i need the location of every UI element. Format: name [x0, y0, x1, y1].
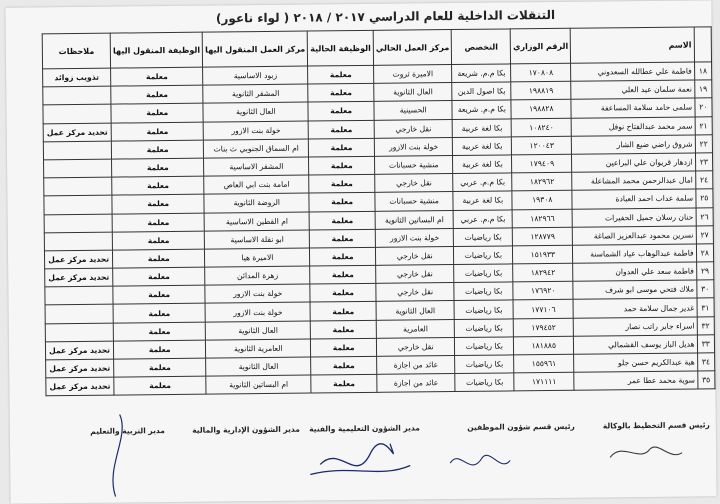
row-name: هبة عبدالكريم حسن جلو — [574, 353, 697, 372]
row-new-job: معلمة — [112, 158, 204, 177]
row-national-id: ١٧٦٩٢٠ — [513, 282, 573, 301]
row-note: تحديد مركز عمل — [46, 377, 114, 396]
row-current-job: معلمة — [309, 138, 375, 157]
header-name: الاسم — [571, 27, 695, 63]
row-specialization: بكا رياضيات — [455, 319, 514, 338]
row-specialization: بكا لغة عربية — [453, 137, 512, 156]
row-name: ازدهار قريوان علي البراعين — [572, 153, 695, 172]
row-specialization: بكا لغة عربية — [453, 155, 512, 174]
row-current-job: معلمة — [311, 338, 377, 357]
row-national-id: ١٨٢٩٤٢ — [513, 263, 573, 282]
row-note — [45, 305, 113, 324]
row-seq: ٢٦ — [696, 207, 714, 225]
row-name: نعمة سلمان عيد العلي — [571, 80, 694, 99]
row-national-id: ١٧٠٨٠٨ — [511, 63, 571, 82]
row-new-workplace: ام البساتين الثانوية — [206, 375, 311, 394]
row-current-job: معلمة — [310, 284, 376, 303]
row-name: امال عبدالرحمن محمد المشاعلة — [572, 171, 695, 190]
row-new-job: معلمة — [112, 194, 204, 213]
header-seq — [694, 27, 712, 62]
document-sheet — [5, 0, 716, 503]
row-current-job: معلمة — [308, 120, 374, 139]
row-new-job: معلمة — [112, 176, 204, 195]
row-new-workplace: خولة بنت الازور — [205, 302, 310, 321]
row-new-job: معلمة — [111, 67, 203, 86]
row-seq: ٣٣ — [697, 335, 715, 353]
row-note: تحديد مركز عمل — [45, 341, 113, 360]
row-new-job: معلمة — [111, 140, 203, 159]
signature-director: مدير التربية والتعليم — [90, 426, 165, 436]
row-specialization: بكا رياضيات — [455, 355, 514, 374]
row-name: نسرين محمود عبدالعزيز الصاغة — [573, 226, 696, 245]
row-national-id: ١٧١١١١ — [514, 372, 574, 391]
signature-scribble-3 — [450, 455, 510, 465]
row-name: ملاك فتحي موسى ابو شرف — [573, 280, 696, 299]
signature-scribble-4 — [610, 447, 682, 458]
row-new-workplace: العال الثانوية — [203, 102, 308, 121]
row-specialization: بكا رياضيات — [454, 246, 513, 265]
row-seq: ٢٧ — [696, 225, 714, 243]
signature-scribble-2 — [310, 443, 410, 474]
row-seq: ٢١ — [695, 116, 713, 134]
row-name: سمر محمد عبدالفتاح نوفل — [571, 117, 694, 136]
row-new-job: معلمة — [114, 358, 206, 377]
row-note — [43, 86, 111, 105]
row-name: هديل الباز يوسف القشمالي — [574, 335, 697, 354]
row-new-job: معلمة — [112, 213, 204, 232]
row-note — [44, 177, 112, 196]
row-specialization: بكا لغة عربية — [453, 118, 512, 137]
row-note — [44, 232, 112, 251]
row-note — [44, 195, 112, 214]
row-new-job: معلمة — [113, 285, 205, 304]
row-name: سوية محمد عطا عمر — [574, 371, 697, 390]
row-note — [43, 104, 111, 123]
row-seq: ٢٤ — [695, 171, 713, 189]
row-new-job: معلمة — [111, 122, 203, 141]
row-name: حنان رسلان جميل الحفيرات — [572, 207, 695, 226]
row-current-job: معلمة — [309, 193, 375, 212]
row-specialization: بكا رياضيات — [454, 282, 513, 301]
row-name: فاطمة عبدالوهاب عياد الشماسنة — [573, 244, 696, 263]
row-name: سلمة عداب احمد العبادة — [572, 189, 695, 208]
row-current-workplace: نقل خارجي — [374, 119, 453, 138]
row-note — [43, 141, 111, 160]
signature-personnel-head: رئيس قسم شؤون الموظفين — [467, 421, 575, 432]
row-new-workplace: خولة بنت الازور — [205, 284, 310, 303]
row-name: سلمى حامد سلامة المساعفة — [571, 98, 694, 117]
header-current-workplace: مركز العمل الحالي — [373, 30, 452, 66]
transfers-table — [42, 26, 716, 396]
row-national-id: ١٢٠٠٤٣ — [512, 136, 572, 155]
header-notes: ملاحظات — [42, 33, 111, 69]
row-seq: ٢٨ — [696, 244, 714, 262]
row-new-workplace: الروضة الثانوية — [204, 193, 309, 212]
row-seq: ٣٤ — [697, 353, 715, 371]
row-seq: ٢٣ — [695, 153, 713, 171]
row-seq: ٣٠ — [696, 280, 714, 298]
row-new-workplace: المشقر الاساسية — [204, 157, 309, 176]
row-new-job: معلمة — [111, 85, 203, 104]
row-note — [45, 323, 113, 342]
row-current-workplace: منشية حسبانات — [375, 192, 454, 211]
row-specialization: بكا م.م. عربي — [453, 173, 512, 192]
row-specialization: بكا رياضيات — [454, 228, 513, 247]
row-current-workplace: عائد من اجازة — [377, 356, 456, 375]
row-new-workplace: زبود الاساسية — [203, 66, 308, 85]
row-current-job: معلمة — [311, 320, 377, 339]
row-current-workplace: عائد من اجازة — [377, 374, 456, 393]
header-new-job: الوظيفة المنقول اليها — [110, 32, 203, 68]
row-note: تذويب زوائد — [43, 68, 111, 87]
row-new-job: معلمة — [113, 249, 205, 268]
row-note: تحديد مركز عمل — [43, 123, 111, 142]
row-current-workplace: الاميرة ثروت — [373, 65, 452, 84]
row-national-id: ١٥٥٩٦١ — [514, 354, 574, 373]
row-national-id: ١٢٨٧٧٩ — [513, 227, 573, 246]
row-current-workplace: نقل خارجي — [376, 283, 455, 302]
row-national-id: ١٨١٨٨٥ — [514, 336, 574, 355]
row-current-workplace: خولة بنت الازور — [374, 137, 453, 156]
row-new-job: معلمة — [112, 231, 204, 250]
row-specialization: بكا اصول الدين — [452, 82, 511, 101]
row-current-job: معلمة — [311, 356, 377, 375]
row-current-job: معلمة — [308, 65, 374, 84]
row-specialization: بكا م.م. شريعة — [452, 100, 511, 119]
row-current-workplace: ام البساتين الثانوية — [375, 210, 454, 229]
row-new-job: معلمة — [111, 104, 203, 123]
row-note — [44, 214, 112, 233]
row-current-workplace: نقل خارجي — [376, 337, 455, 356]
row-current-workplace: منشية حسبانات — [374, 155, 453, 174]
row-current-job: معلمة — [310, 302, 376, 321]
header-current-job: الوظيفة الحالية — [308, 30, 374, 66]
row-seq: ٣١ — [697, 298, 715, 316]
row-national-id: ١٧٧١٠٦ — [513, 300, 573, 319]
row-new-workplace: امامة بنت ابي العاص — [204, 175, 309, 194]
row-national-id: ١٠٨٢٤٠ — [511, 118, 571, 137]
row-new-job: معلمة — [113, 304, 205, 323]
row-specialization: بكا م.م. عربي — [454, 209, 513, 228]
row-name: اسراء جابر راتب نصار — [574, 317, 697, 336]
row-national-id: ١٩٨٨١٩ — [511, 81, 571, 100]
row-specialization: بكا رياضيات — [455, 373, 514, 392]
row-seq: ٢٩ — [696, 262, 714, 280]
row-national-id: ١٧٩٤٥٢ — [513, 318, 573, 337]
row-current-workplace: نقل خارجي — [376, 265, 455, 284]
row-seq: ٢٠ — [695, 98, 713, 116]
row-new-workplace: العال الثانوية — [206, 321, 311, 340]
row-current-job: معلمة — [308, 84, 374, 103]
header-new-workplace: مركز العمل المنقول اليها — [202, 31, 307, 67]
row-specialization: بكا رياضيات — [454, 264, 513, 283]
row-current-workplace: العال الثانوية — [376, 301, 455, 320]
row-national-id: ١٨٢٩٦٦ — [512, 209, 572, 228]
row-new-workplace: خولة بنت الازور — [203, 121, 308, 140]
row-seq: ٣٥ — [697, 371, 715, 389]
row-new-job: معلمة — [114, 376, 206, 395]
row-national-id: ١٧٩٤٠٩ — [512, 154, 572, 173]
row-seq: ٢٢ — [695, 135, 713, 153]
row-current-job: معلمة — [310, 229, 376, 248]
row-note: تحديد مركز عمل — [46, 359, 114, 378]
row-national-id: ١٥١٩٣٣ — [513, 245, 573, 264]
row-seq: ٢٥ — [695, 189, 713, 207]
row-new-workplace: الاميرة هيا — [205, 248, 310, 267]
row-current-job: معلمة — [309, 156, 375, 175]
row-note — [45, 286, 113, 305]
handwritten-signatures — [10, 400, 717, 503]
row-new-job: معلمة — [113, 322, 205, 341]
row-specialization: بكا م.م. شريعة — [452, 64, 511, 83]
header-id: الرقم الوزاري — [510, 28, 570, 64]
row-seq: ٣٢ — [697, 316, 715, 334]
row-current-workplace: العال الثانوية — [374, 83, 453, 102]
row-new-workplace: المشقر الثانوية — [203, 84, 308, 103]
row-specialization: بكا رياضيات — [454, 300, 513, 319]
row-current-workplace: نقل خارجي — [375, 174, 454, 193]
row-current-job: معلمة — [309, 174, 375, 193]
header-spec: التخصص — [452, 29, 511, 65]
row-new-workplace: زهرة المدائن — [205, 266, 310, 285]
row-national-id: ١٨٢٩٦٢ — [512, 172, 572, 191]
row-note: تحديد مركز عمل — [45, 268, 113, 287]
row-national-id: ١٩٨٨٢٨ — [511, 100, 571, 119]
row-current-workplace: العامرية — [376, 319, 455, 338]
row-current-job: معلمة — [310, 265, 376, 284]
row-new-workplace: العامرية الثانوية — [206, 339, 311, 358]
row-new-workplace: ام السماق الجنوبي ث بنات — [204, 139, 309, 158]
row-note: تحديد مركز عمل — [44, 250, 112, 269]
row-current-workplace: خولة بنت الازور — [375, 228, 454, 247]
row-name: فاطمة سعد علي العدوان — [573, 262, 696, 281]
row-seq: ١٩ — [694, 80, 712, 98]
row-current-job: معلمة — [308, 102, 374, 121]
row-current-workplace: نقل خارجي — [375, 246, 454, 265]
row-new-workplace: ام القطين الاساسية — [204, 212, 309, 231]
row-specialization: بكا رياضيات — [455, 337, 514, 356]
row-name: شروق راضي ضيع الشار — [572, 135, 695, 154]
row-seq: ١٨ — [694, 62, 712, 80]
row-new-workplace: العال الثانوية — [206, 357, 311, 376]
row-note — [44, 159, 112, 178]
signature-planning-head: رئيس قسم التخطيط بالوكالة — [602, 420, 710, 431]
row-new-job: معلمة — [113, 267, 205, 286]
row-national-id: ١٩٣٠٨ — [512, 191, 572, 210]
row-name: غدير جمال سلامة حمد — [573, 298, 696, 317]
signature-scribble-1 — [112, 415, 123, 497]
row-specialization: بكا لغة عربية — [453, 191, 512, 210]
signature-education-affairs: مدير الشؤون التعليمية والفنية — [309, 423, 420, 434]
row-current-job: معلمة — [311, 375, 377, 394]
row-current-workplace: الحسينية — [374, 101, 453, 120]
signature-admin-affairs: مدير الشؤون الإدارية والمالية — [192, 424, 300, 435]
table-body — [43, 62, 715, 396]
document-title: التنقلات الداخلية للعام الدراسي ٢٠١٧ / ٢٠١٨ ( لواء ناعور) — [215, 7, 556, 26]
row-current-job: معلمة — [310, 247, 376, 266]
row-new-job: معلمة — [114, 340, 206, 359]
row-new-workplace: ابو نقلة الاساسية — [205, 230, 310, 249]
row-name: فاطمة علي عطالله السعدوني — [571, 62, 694, 81]
row-current-job: معلمة — [309, 211, 375, 230]
